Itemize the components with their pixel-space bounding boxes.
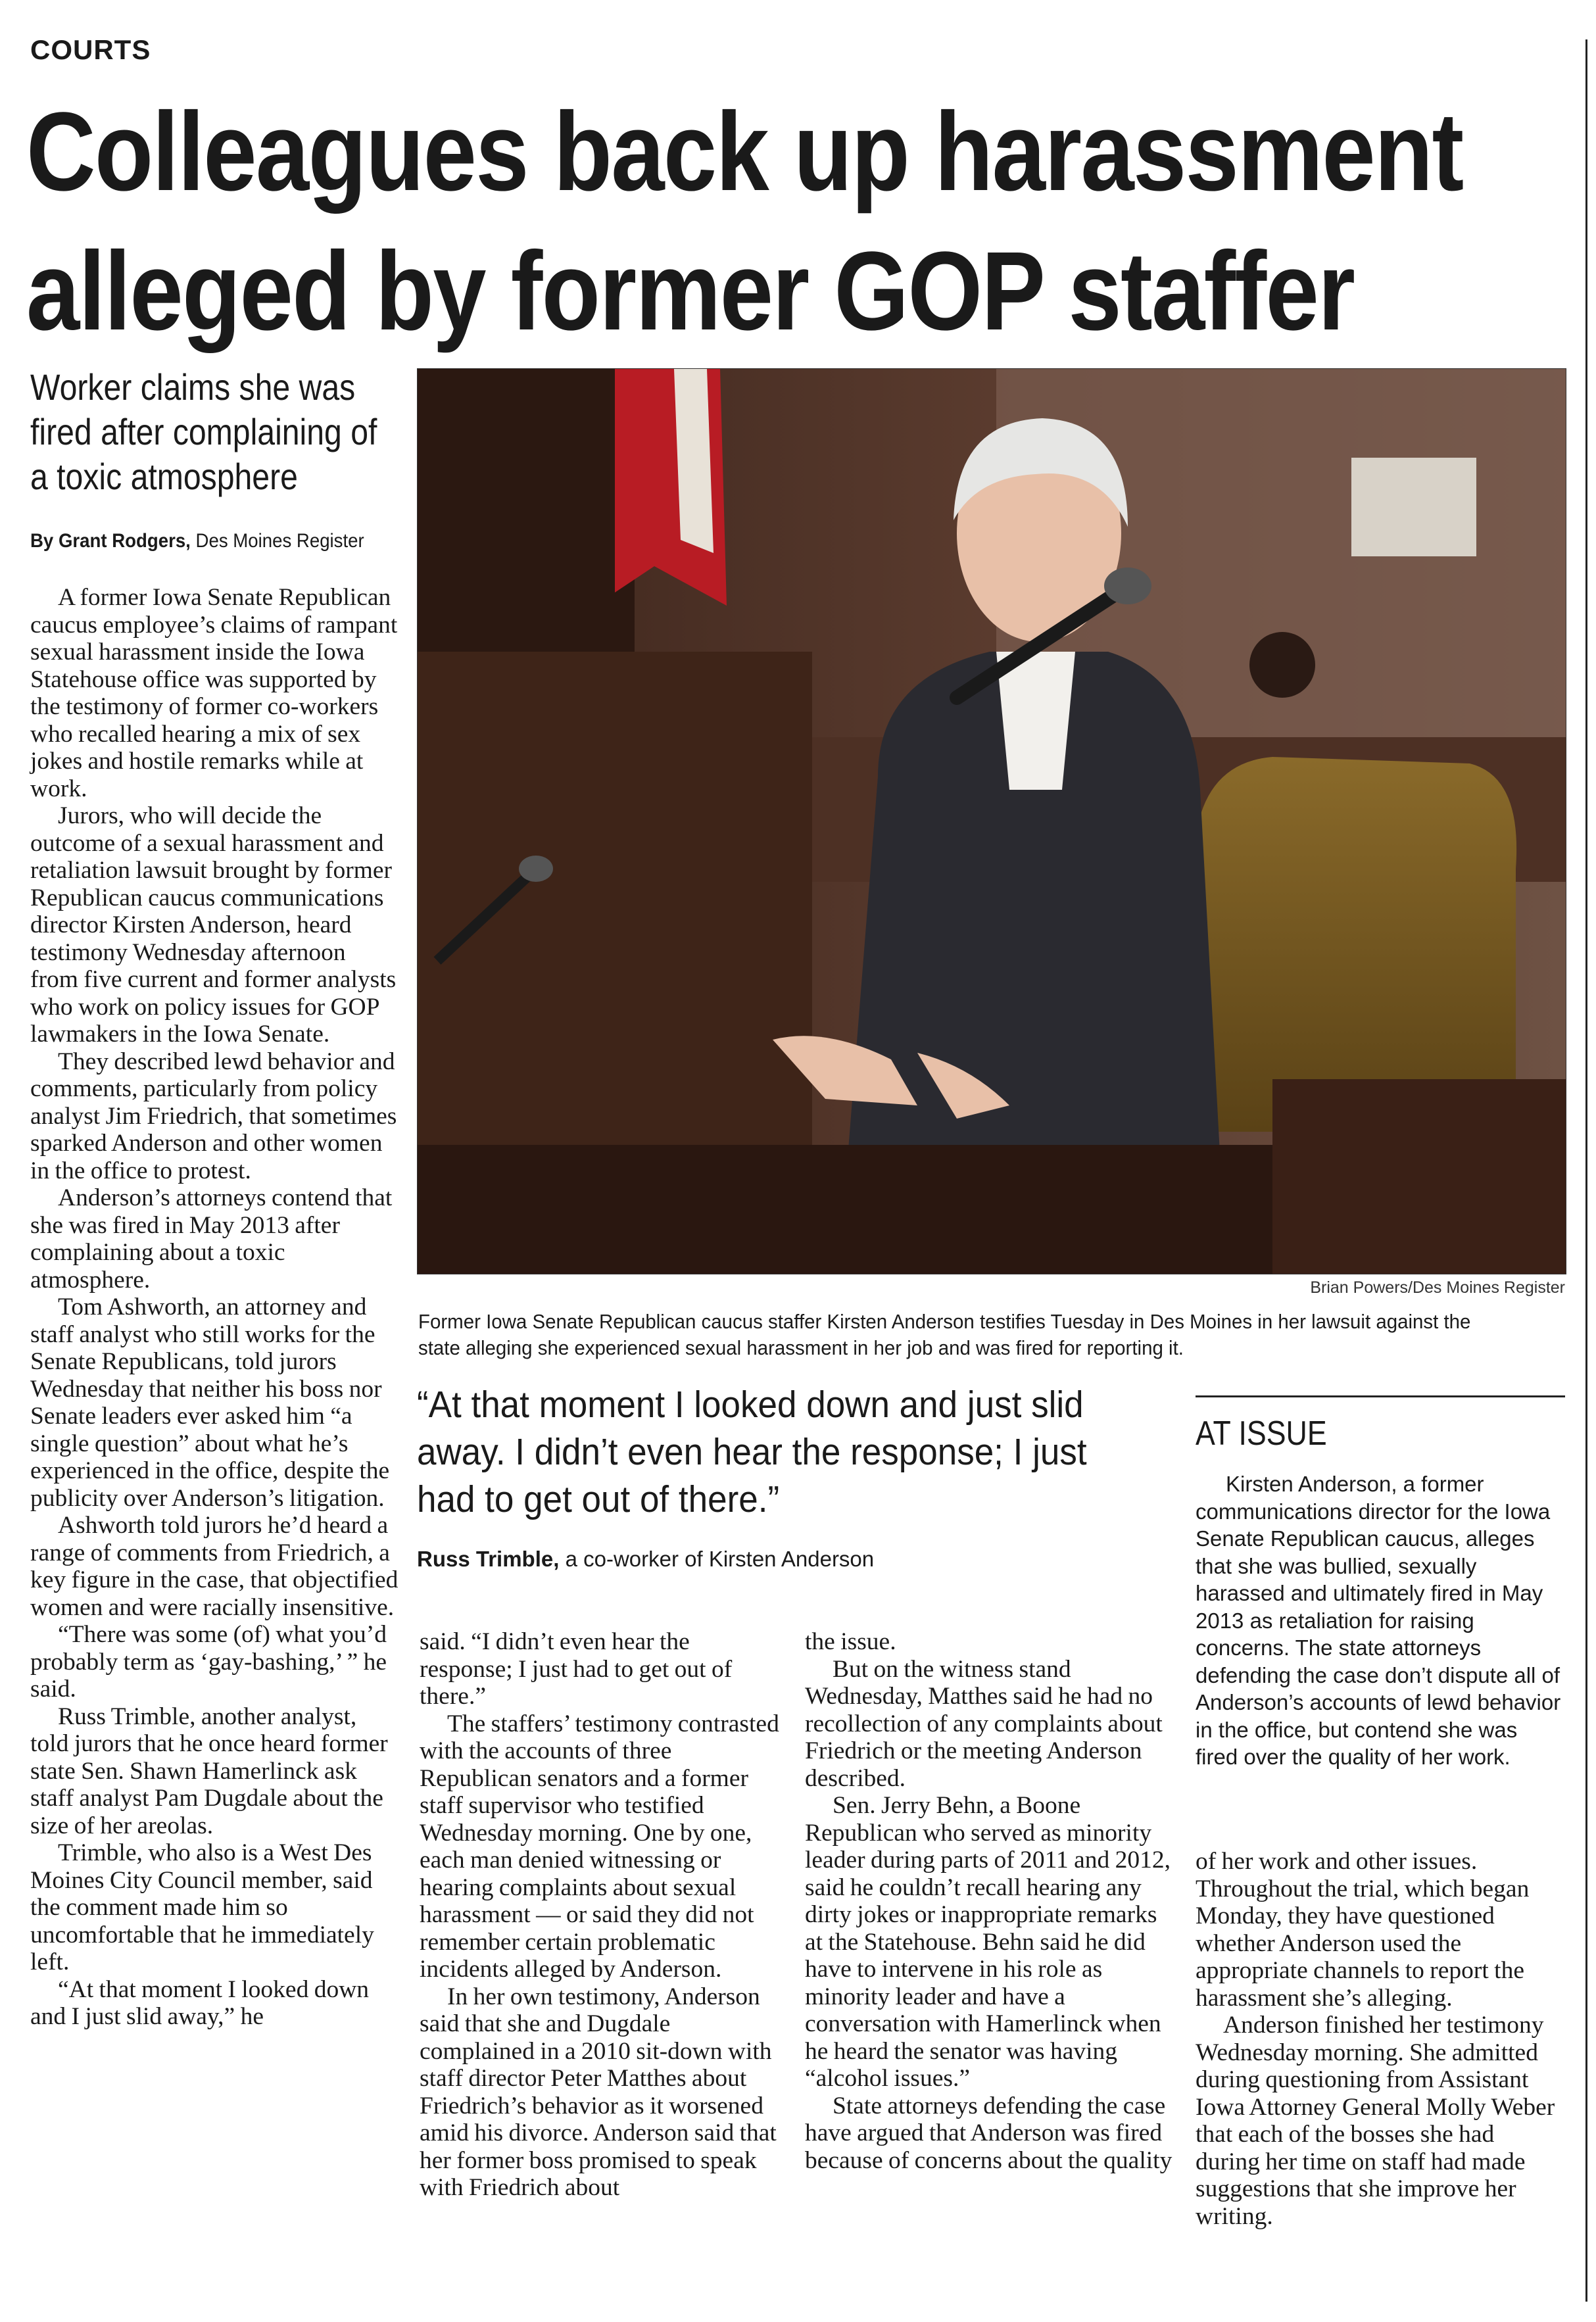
paragraph: Anderson finished her testimony Wednesday morning. She admitted during questioning from Assistant Iowa Attorney General Molly Weber that each of the bosses she had during her time on staff had made suggestions that she improve her writing. (1196, 2012, 1555, 2230)
photo-caption: Former Iowa Senate Republican caucus staffer Kirsten Anderson testifies Tuesday in Des Moines in her lawsuit against the state alleging she experienced sexual harassment in her job and was fired for reporting it. (418, 1310, 1471, 1359)
article-column-1 (30, 584, 399, 2031)
headline-line-2: alleged by former GOP staffer (26, 229, 1355, 354)
paragraph: State attorneys defending the case have argued that Anderson was fired because of concerns about the quality (805, 2092, 1173, 2174)
paragraph: Anderson’s attorneys contend that she was fired in May 2013 after complaining about a toxic atmosphere. (30, 1184, 393, 1294)
byline-outlet: Des Moines Register (195, 530, 364, 552)
column-rule (1585, 39, 1587, 2302)
pull-quote-name: Russ Trimble, (417, 1547, 560, 1571)
pull-quote-desc: a co-worker of Kirsten Anderson (565, 1547, 875, 1571)
paragraph: A former Iowa Senate Republican caucus employee’s claims of rampant sexual harassment inside the Iowa Statehouse office was supported by the testimony of former co-workers who recalled hearing a mix of sex jokes and hostile remarks while at work. (30, 584, 398, 802)
paragraph: Russ Trimble, another analyst, told jurors that he once heard former state Sen. Shawn Hamerlinck ask staff analyst Pam Dugdale about the size of her areolas. (30, 1703, 388, 1839)
paragraph: Ashworth told jurors he’d heard a range of comments from Friedrich, a key figure in the case, that objectified women and were racially insensitive. (30, 1512, 399, 1621)
headline-line-1: Colleagues back up harassment (26, 89, 1463, 214)
subhead: Worker claims she was fired after complaining of a toxic atmosphere (30, 366, 377, 497)
news-photo (417, 368, 1566, 1274)
section-label: COURTS (30, 34, 151, 65)
article-column-2 (420, 1628, 788, 2202)
byline-author: By Grant Rodgers, (30, 530, 191, 552)
paragraph: “There was some (of) what you’d probably term as ‘gay-bashing,’ ” he said. (30, 1621, 387, 1703)
at-issue-title: AT ISSUE (1196, 1415, 1327, 1453)
at-issue-box (1196, 1470, 1565, 1771)
at-issue-rule (1196, 1395, 1565, 1397)
paragraph: said. “I didn’t even hear the response; I just had to get out of there.” (420, 1628, 733, 1710)
pull-quote: “At that moment I looked down and just slid away. I didn’t even hear the response; I just had to get out of there.” (417, 1384, 1087, 1520)
paragraph: In her own testimony, Anderson said that she and Dugdale complained in a 2010 sit-down with staff director Peter Matthes about Friedrich’s behavior as it worsened amid his divorce. Anderson said that her former boss promised to speak with Friedrich about (420, 1983, 777, 2201)
byline (30, 530, 364, 552)
paragraph: Tom Ashworth, an attorney and staff analyst who still works for the Senate Republicans, told jurors Wednesday that neither his boss nor Senate leaders ever asked him “a single question” about what he’s experienced in the office, despite the publicity over Anderson’s litigation. (30, 1294, 390, 1512)
article-column-3 (805, 1628, 1173, 2174)
courtroom-photo-illustration (418, 369, 1566, 1274)
paragraph: Trimble, who also is a West Des Moines City Council member, said the comment made him so uncomfortable that he immediately left. (30, 1839, 374, 1975)
article-column-4 (1196, 1848, 1564, 2230)
pull-quote-attribution (417, 1547, 1173, 1572)
paragraph: But on the witness stand Wednesday, Matthes said he had no recollection of any complaints about Friedrich or the meeting Anderson described. (805, 1655, 1163, 1792)
paragraph: Jurors, who will decide the outcome of a sexual harassment and retaliation lawsuit brought by former Republican caucus communications director Kirsten Anderson, heard testimony Wednesday afternoon from five current and former analysts who work on policy issues for GOP lawmakers in the Iowa Senate. (30, 802, 397, 1048)
witness-chair (1194, 757, 1516, 1132)
photo-credit: Brian Powers/Des Moines Register (1310, 1278, 1565, 1297)
wall-plate (1351, 458, 1476, 556)
headline (26, 82, 1463, 361)
paragraph: Sen. Jerry Behn, a Boone Republican who served as minority leader during parts of 2011 and 2012, said he couldn’t recall hearing any dirty jokes or inappropriate remarks at the Statehouse. Behn said he did have to intervene in his role as minority leader and have a conversation with Hamerlinck when he heard the senator was having “alcohol issues.” (805, 1792, 1171, 2092)
paragraph: They described lewd behavior and comments, particularly from policy analyst Jim Friedrich, that sometimes sparked Anderson and other women in the office to protest. (30, 1048, 397, 1184)
paragraph: “At that moment I looked down and I just slid away,” he (30, 1975, 370, 2030)
at-issue-body: Kirsten Anderson, a former communications director for the Iowa Senate Republican caucus, alleges that she was bullied, sexually harassed and ultimately fired in May 2013 as retaliation for raising concerns. The state attorneys defending the case don’t dispute all of Anderson’s accounts of lewd behavior in the office, but contend she was fired over the quality of her work. (1196, 1472, 1561, 1769)
paragraph: the issue. (805, 1628, 896, 1655)
paragraph: of her work and other issues. Throughout the trial, which began Monday, they have questioned whether Anderson used the appropriate channels to report the harassment she’s alleging. (1196, 1848, 1530, 2012)
paragraph: The staffers’ testimony contrasted with the accounts of three Republican senators and a former staff supervisor who testified Wednesday morning. One by one, each man denied witnessing or hearing complaints about sexual harassment — or said they did not remember certain problematic incidents alleged by Anderson. (420, 1710, 779, 1983)
